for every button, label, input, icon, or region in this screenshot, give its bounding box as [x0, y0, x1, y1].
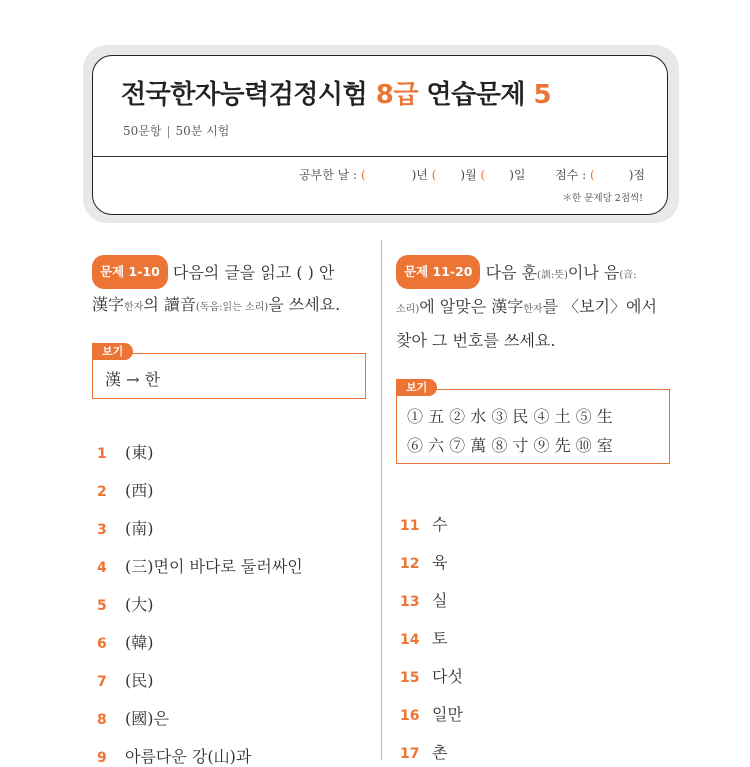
- day-field[interactable]: )일: [509, 168, 526, 182]
- score-note: ＊한 문제당 2점씩!: [562, 193, 643, 204]
- question-item: 12 육: [400, 553, 448, 572]
- page-title: 전국한자능력검정시험 8급 연습문제 5: [121, 80, 552, 110]
- question-item: 16 일만: [400, 705, 463, 724]
- example-tag: 보기: [92, 343, 133, 360]
- month-field[interactable]: )월: [460, 168, 477, 182]
- column-divider: [381, 240, 382, 760]
- score-label: 점수 :: [555, 168, 587, 182]
- question-item: 14 토: [400, 629, 448, 648]
- study-fields: 공부한 날 : ( )년 ( )월 ( )일 점수 : ( )점: [299, 168, 645, 182]
- exam-info: 50문항 | 50분 시험: [123, 124, 230, 138]
- question-item: 2 (西): [97, 481, 154, 500]
- choice-row-1: ① 五 ② 水 ③ 民 ④ 土 ⑤ 生: [407, 407, 613, 426]
- right-instruction: 문제 11-20 다음 훈(訓:뜻)이나 음(音: 소리)에 알맞은 漢字한자를 〈보기〉에서 찾아 그 번호를 쓰세요.: [396, 255, 676, 356]
- question-item: 13 실: [400, 591, 448, 610]
- question-item: 17 촌: [400, 743, 448, 762]
- year-field[interactable]: )년: [411, 168, 428, 182]
- score-field[interactable]: )점: [628, 168, 645, 182]
- question-range-badge: 문제 1-10: [92, 255, 168, 289]
- example-box: [396, 381, 670, 464]
- example-tag: 보기: [396, 379, 437, 396]
- question-item: 15 다섯: [400, 667, 463, 686]
- header-divider: [93, 156, 667, 157]
- question-item: 6 (韓): [97, 633, 154, 652]
- question-range-badge: 문제 11-20: [396, 255, 480, 289]
- question-item: 4 (三)면이 바다로 둘러싸인: [97, 557, 303, 576]
- left-instruction: 문제 1-10 다음의 글을 읽고 ( ) 안 漢字한자의 讀音(독음:읽는 소리)을 쓰세요.: [92, 255, 372, 323]
- question-item: 1 (東): [97, 443, 154, 462]
- question-item: 9 아름다운 강(山)과: [97, 747, 252, 766]
- question-item: 7 (民): [97, 671, 154, 690]
- example-text: 漢 → 한: [105, 370, 161, 389]
- example-box: [92, 345, 366, 399]
- worksheet-header: [92, 55, 668, 215]
- question-item: 3 (南): [97, 519, 154, 538]
- question-item: 11 수: [400, 515, 448, 534]
- question-item: 8 (國)은: [97, 709, 169, 728]
- choice-row-2: ⑥ 六 ⑦ 萬 ⑧ 寸 ⑨ 先 ⑩ 室: [407, 436, 613, 455]
- question-item: 5 (大): [97, 595, 154, 614]
- study-date-label: 공부한 날 :: [299, 168, 358, 182]
